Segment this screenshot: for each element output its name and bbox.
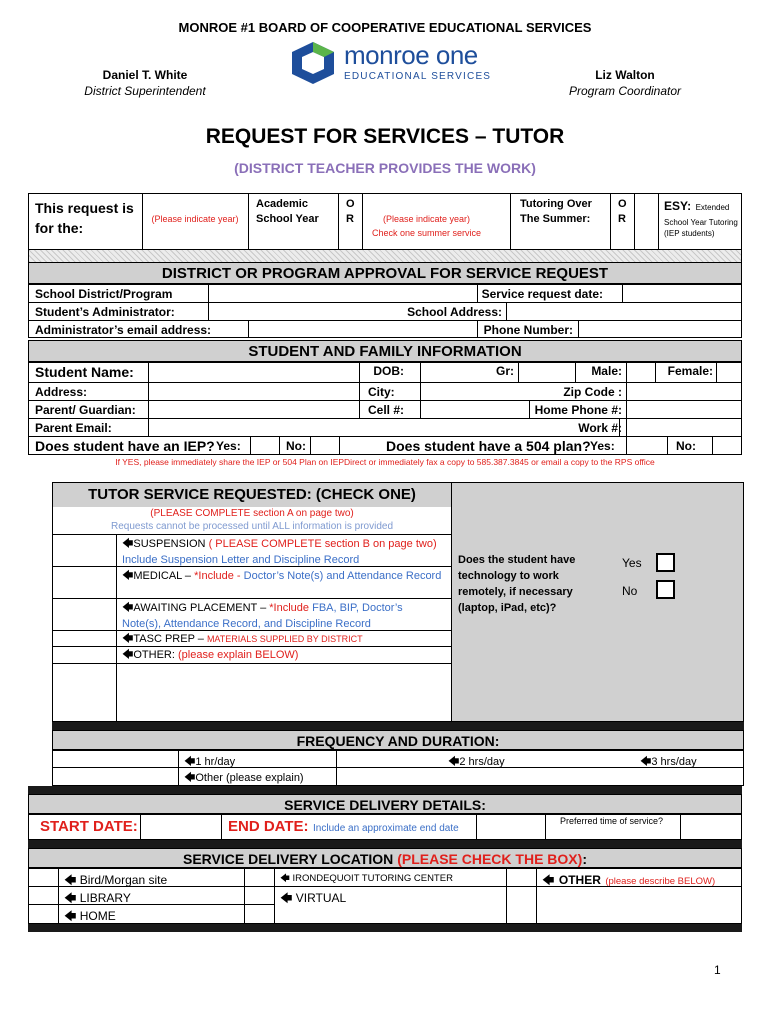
iep-note: If YES, please immediately share the IEP or 504 Plan on IEPDirect or immediately fax a copy to 585.387.3845 or email a copy to the RPS office <box>115 457 655 467</box>
end-date-field[interactable] <box>476 814 546 840</box>
student-heading: STUDENT AND FAMILY INFORMATION <box>28 340 742 362</box>
male-checkbox[interactable] <box>626 362 656 382</box>
plan504-question: Does student have a 504 plan? <box>386 438 591 454</box>
female-label: Female: <box>667 364 713 378</box>
student-name-label: Student Name: <box>35 364 134 380</box>
page-subtitle: (DISTRICT TEACHER PROVIDES THE WORK) <box>234 160 536 176</box>
awaiting-placement-option: 🡄AWAITING PLACEMENT – *Include FBA, BIP, Doctor’s Note(s), Attendance Record, and Discipline Record <box>122 602 403 630</box>
iep-no-checkbox[interactable] <box>310 436 340 455</box>
parent-label: Parent/ Guardian: <box>35 403 136 417</box>
admin-label: Student’s Administrator: <box>35 305 175 319</box>
delivery-heading: SERVICE DELIVERY DETAILS: <box>28 794 742 814</box>
virtual-checkbox[interactable] <box>245 887 274 904</box>
admin-email-label: Administrator’s email address: <box>35 323 212 337</box>
dob-label: DOB: <box>373 364 404 378</box>
other-location-label: 🡄 OTHER (please describe BELOW) <box>542 873 716 887</box>
bird-morgan-label: 🡄 Bird/Morgan site <box>64 873 168 887</box>
home-label: 🡄 HOME <box>64 909 116 923</box>
arrow-icon: 🡄 <box>448 756 460 768</box>
year-hint-1: (Please indicate year) <box>151 214 239 224</box>
other-location-checkbox[interactable] <box>507 869 536 886</box>
or-label-1: O R <box>346 198 355 225</box>
bird-morgan-checkbox[interactable] <box>29 869 58 886</box>
work-label: Work #: <box>578 421 622 435</box>
superintendent-title: District Superintendent <box>84 84 206 98</box>
grade-field[interactable] <box>518 362 576 382</box>
arrow-icon: 🡄 <box>640 756 652 768</box>
tutor-note-1: (PLEASE COMPLETE section A on page two) <box>150 508 354 519</box>
freq-other-label: 🡄Other (please explain) <box>184 772 304 784</box>
start-date-field[interactable] <box>140 814 222 840</box>
tech-yes-checkbox[interactable] <box>656 553 675 572</box>
virtual-label: 🡄 VIRTUAL <box>280 891 347 905</box>
home-phone-label: Home Phone #: <box>534 403 622 417</box>
tech-question: Does the student have technology to work remotely, if necessary (laptop, iPad, etc)? <box>458 554 576 614</box>
address-label: Address: <box>35 385 88 399</box>
logo-subtext: EDUCATIONAL SERVICES <box>344 71 492 82</box>
tech-no-checkbox[interactable] <box>656 580 675 599</box>
arrow-icon: 🡄 <box>64 873 77 887</box>
academic-year-label: Academic School Year <box>256 198 319 225</box>
freq-2hr-label: 🡄2 hrs/day <box>448 756 505 768</box>
preferred-time-label: Preferred time of service? <box>560 816 664 826</box>
library-checkbox[interactable] <box>29 887 58 904</box>
start-date-label: START DATE: <box>40 818 138 835</box>
freq-other-checkbox[interactable] <box>53 768 178 785</box>
suspension-option: 🡄SUSPENSION ( PLEASE COMPLETE section B on page two) Include Suspension Letter and Discipline Record <box>122 538 437 566</box>
plan504-yes-label: Yes: <box>590 439 615 453</box>
or-label-2: O R <box>618 198 627 225</box>
library-label: 🡄 LIBRARY <box>64 891 131 905</box>
frequency-heading: FREQUENCY AND DURATION: <box>52 730 744 750</box>
plan504-no-label: No: <box>676 439 696 453</box>
awaiting-placement-checkbox[interactable] <box>53 599 116 630</box>
freq-3hr-label: 🡄3 hrs/day <box>640 756 697 768</box>
arrow-icon: 🡄 <box>280 891 293 905</box>
freq-1hr-label: 🡄1 hr/day <box>184 756 236 768</box>
tech-yes-label: Yes <box>622 556 642 570</box>
iep-no-label: No: <box>286 439 306 453</box>
parent-email-label: Parent Email: <box>35 421 112 435</box>
plan504-yes-checkbox[interactable] <box>626 436 668 455</box>
zip-label: Zip Code : <box>563 385 622 399</box>
admin-field[interactable] <box>208 302 398 320</box>
student-name-field[interactable] <box>148 362 360 382</box>
arrow-icon: 🡄 <box>184 756 196 768</box>
grade-label: Gr: <box>496 364 514 378</box>
male-label: Male: <box>591 364 622 378</box>
arrow-icon: 🡄 <box>280 873 290 884</box>
iep-question: Does student have an IEP? <box>35 438 215 454</box>
address-field[interactable] <box>148 382 360 400</box>
tutoring-summer-label: Tutoring Over The Summer: <box>520 198 592 225</box>
arrow-icon: 🡄 <box>64 909 77 923</box>
city-label: City: <box>368 385 395 399</box>
irondequoit-label: 🡄 IRONDEQUOIT TUTORING CENTER <box>280 873 453 884</box>
logo-mark <box>288 40 338 84</box>
other-service-checkbox[interactable] <box>53 647 116 663</box>
irondequoit-checkbox[interactable] <box>245 869 274 886</box>
school-address-field[interactable] <box>506 302 742 320</box>
approval-heading: DISTRICT OR PROGRAM APPROVAL FOR SERVICE REQUEST <box>28 262 742 284</box>
tech-no-label: No <box>622 584 638 598</box>
iep-yes-checkbox[interactable] <box>250 436 280 455</box>
coordinator-name: Liz Walton <box>595 68 655 82</box>
admin-email-field[interactable] <box>248 320 478 338</box>
year-hint-2: (Please indicate year) <box>382 214 471 224</box>
zip-field[interactable] <box>626 382 742 400</box>
iep-yes-label: Yes: <box>216 439 241 453</box>
city-field[interactable] <box>420 382 492 400</box>
cell-field[interactable] <box>420 400 530 418</box>
suspension-checkbox[interactable] <box>53 535 116 566</box>
coordinator-title: Program Coordinator <box>568 84 682 98</box>
summer-hint: Check one summer service <box>371 228 482 238</box>
request-for-label: This request is for the: <box>35 200 134 236</box>
home-checkbox[interactable] <box>29 905 58 924</box>
tutor-note-2: Requests cannot be processed until ALL information is provided <box>110 521 394 532</box>
district-label: School District/Program <box>35 287 173 301</box>
district-field[interactable] <box>208 284 478 302</box>
medical-option: 🡄MEDICAL – *Include - Doctor’s Note(s) and Attendance Record <box>122 570 442 582</box>
preferred-time-field[interactable] <box>680 814 742 840</box>
phone-label: Phone Number: <box>483 323 573 337</box>
arrow-icon: 🡄 <box>542 873 555 887</box>
arrow-icon: 🡄 <box>122 602 134 614</box>
cell-label: Cell #: <box>368 403 405 417</box>
arrow-icon: 🡄 <box>122 570 134 582</box>
parent-field[interactable] <box>148 400 360 418</box>
page-number: 1 <box>714 963 721 977</box>
tasc-prep-option: 🡄TASC PREP – MATERIALS SUPPLIED BY DISTRICT <box>122 633 363 645</box>
arrow-icon: 🡄 <box>64 891 77 905</box>
work-field[interactable] <box>626 418 742 436</box>
esy-label: ESY: Extended School Year Tutoring (IEP students) <box>664 199 738 238</box>
tasc-prep-checkbox[interactable] <box>53 631 116 646</box>
arrow-icon: 🡄 <box>184 772 196 784</box>
plan504-no-checkbox[interactable] <box>712 436 742 455</box>
service-date-label: Service request date: <box>481 287 603 301</box>
tutor-heading: TUTOR SERVICE REQUESTED: (CHECK ONE) <box>53 483 451 507</box>
medical-checkbox[interactable] <box>53 567 116 598</box>
org-name: MONROE #1 BOARD OF COOPERATIVE EDUCATIONAL SERVICES <box>178 20 592 35</box>
arrow-icon: 🡄 <box>122 633 134 645</box>
location-heading: SERVICE DELIVERY LOCATION (PLEASE CHECK THE BOX): <box>28 848 742 868</box>
phone-field[interactable] <box>578 320 742 338</box>
home-phone-field[interactable] <box>626 400 742 418</box>
school-address-label: School Address: <box>407 305 502 319</box>
other-service-option: 🡄OTHER: (please explain BELOW) <box>122 649 299 661</box>
freq-1hr-checkbox[interactable] <box>53 751 178 767</box>
arrow-icon: 🡄 <box>122 538 134 550</box>
arrow-icon: 🡄 <box>122 649 134 661</box>
logo-text: monroe one <box>344 40 478 70</box>
female-checkbox[interactable] <box>716 362 742 382</box>
page-title: REQUEST FOR SERVICES – TUTOR <box>205 125 565 148</box>
service-date-field[interactable] <box>622 284 742 302</box>
end-date-label: END DATE: Include an approximate end date <box>228 818 459 835</box>
superintendent-name: Daniel T. White <box>102 68 188 82</box>
